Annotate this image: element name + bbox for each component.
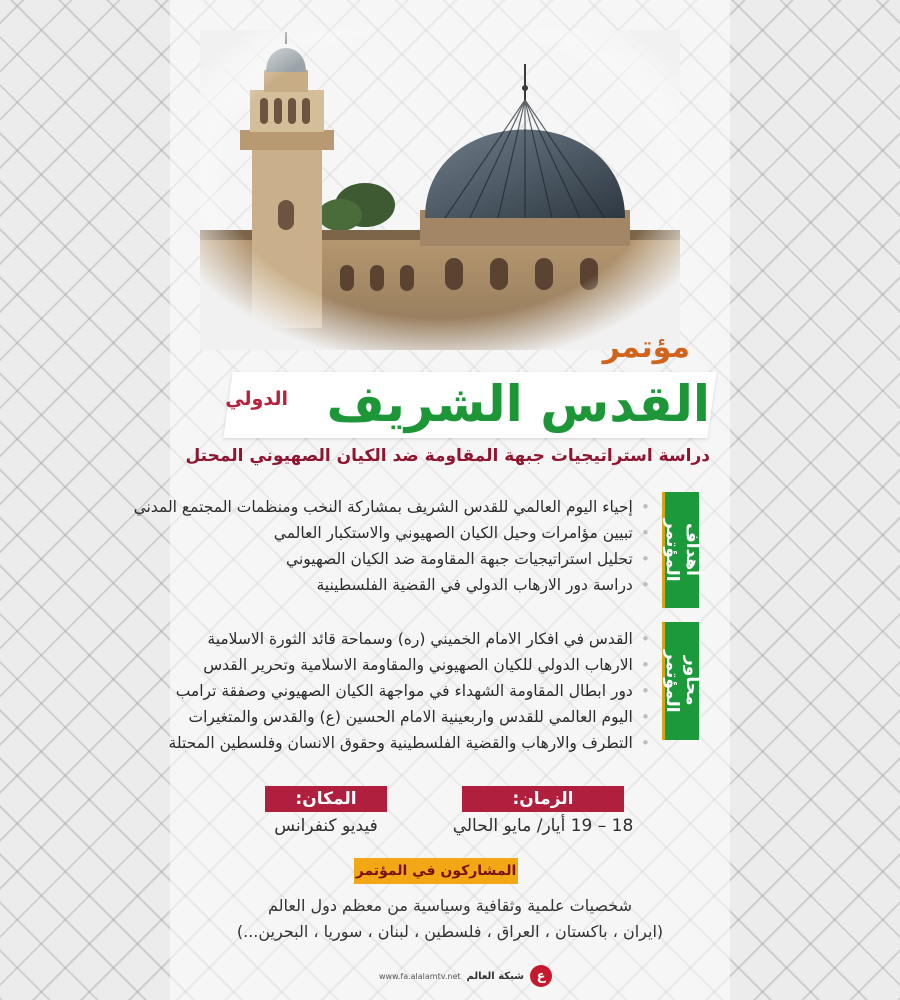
conference-subtitle: دراسة استراتيجيات جبهة المقاومة ضد الكيان الصهيوني المحتل	[185, 446, 710, 466]
axes-section	[30, 626, 650, 756]
axes-tab: محاور المؤتمر	[662, 622, 699, 740]
list-item: • دراسة دور الارهاب الدولي في القضية الفلسطينية	[30, 572, 650, 598]
list-item: • تحليل استراتيجيات جبهة المقاومة ضد الكيان الصهيوني	[30, 546, 650, 572]
footer-url[interactable]: www.fa.alalamtv.net	[378, 971, 461, 981]
objectives-section	[30, 494, 650, 598]
participants-label: المشاركون في المؤتمر	[354, 858, 518, 884]
alalam-logo-icon: ع	[530, 965, 552, 987]
footer-branding	[356, 962, 552, 990]
title-suffix: الدولي	[225, 388, 288, 410]
conference-kicker: مؤتمر	[602, 330, 690, 365]
list-item: • التطرف والارهاب والقضية الفلسطينية وحقوق الانسان وفلسطين المحتلة	[30, 730, 650, 756]
list-item: • القدس في افكار الامام الخميني (ره) وسماحة قائد الثورة الاسلامية	[30, 626, 650, 652]
mosque-illustration	[200, 30, 680, 350]
time-label: الزمان:	[462, 786, 624, 812]
list-item: • دور ابطال المقاومة الشهداء في مواجهة الكيان الصهيوني وصفقة ترامب	[30, 678, 650, 704]
participants-line: شخصيات علمية وثقافية وسياسية من معظم دول العالم	[267, 896, 633, 915]
list-item: • الارهاب الدولي للكيان الصهيوني والمقاومة الاسلامية وتحرير القدس	[30, 652, 650, 678]
conference-title: القدس الشريف	[326, 375, 710, 433]
list-item: • اليوم العالمي للقدس واربعينية الامام الحسين (ع) والقدس والمتغيرات	[30, 704, 650, 730]
list-item: • تبيين مؤامرات وحيل الكيان الصهيوني والاستكبار العالمي	[30, 520, 650, 546]
place-value: فيديو كنفرانس	[274, 816, 378, 836]
footer-brand: شبكة العالم	[466, 970, 524, 982]
list-item: • إحياء اليوم العالمي للقدس الشريف بمشاركة النخب ومنظمات المجتمع المدني	[30, 494, 650, 520]
place-label: المكان:	[265, 786, 387, 812]
time-value: 18 – 19 أيار/ مايو الحالي	[452, 816, 634, 836]
objectives-tab: أهداف المؤتمر	[662, 492, 699, 608]
participants-countries: (ايران ، باكستان ، العراق ، فلسطين ، لبنان ، سوريا ، البحرين...)	[236, 922, 664, 941]
